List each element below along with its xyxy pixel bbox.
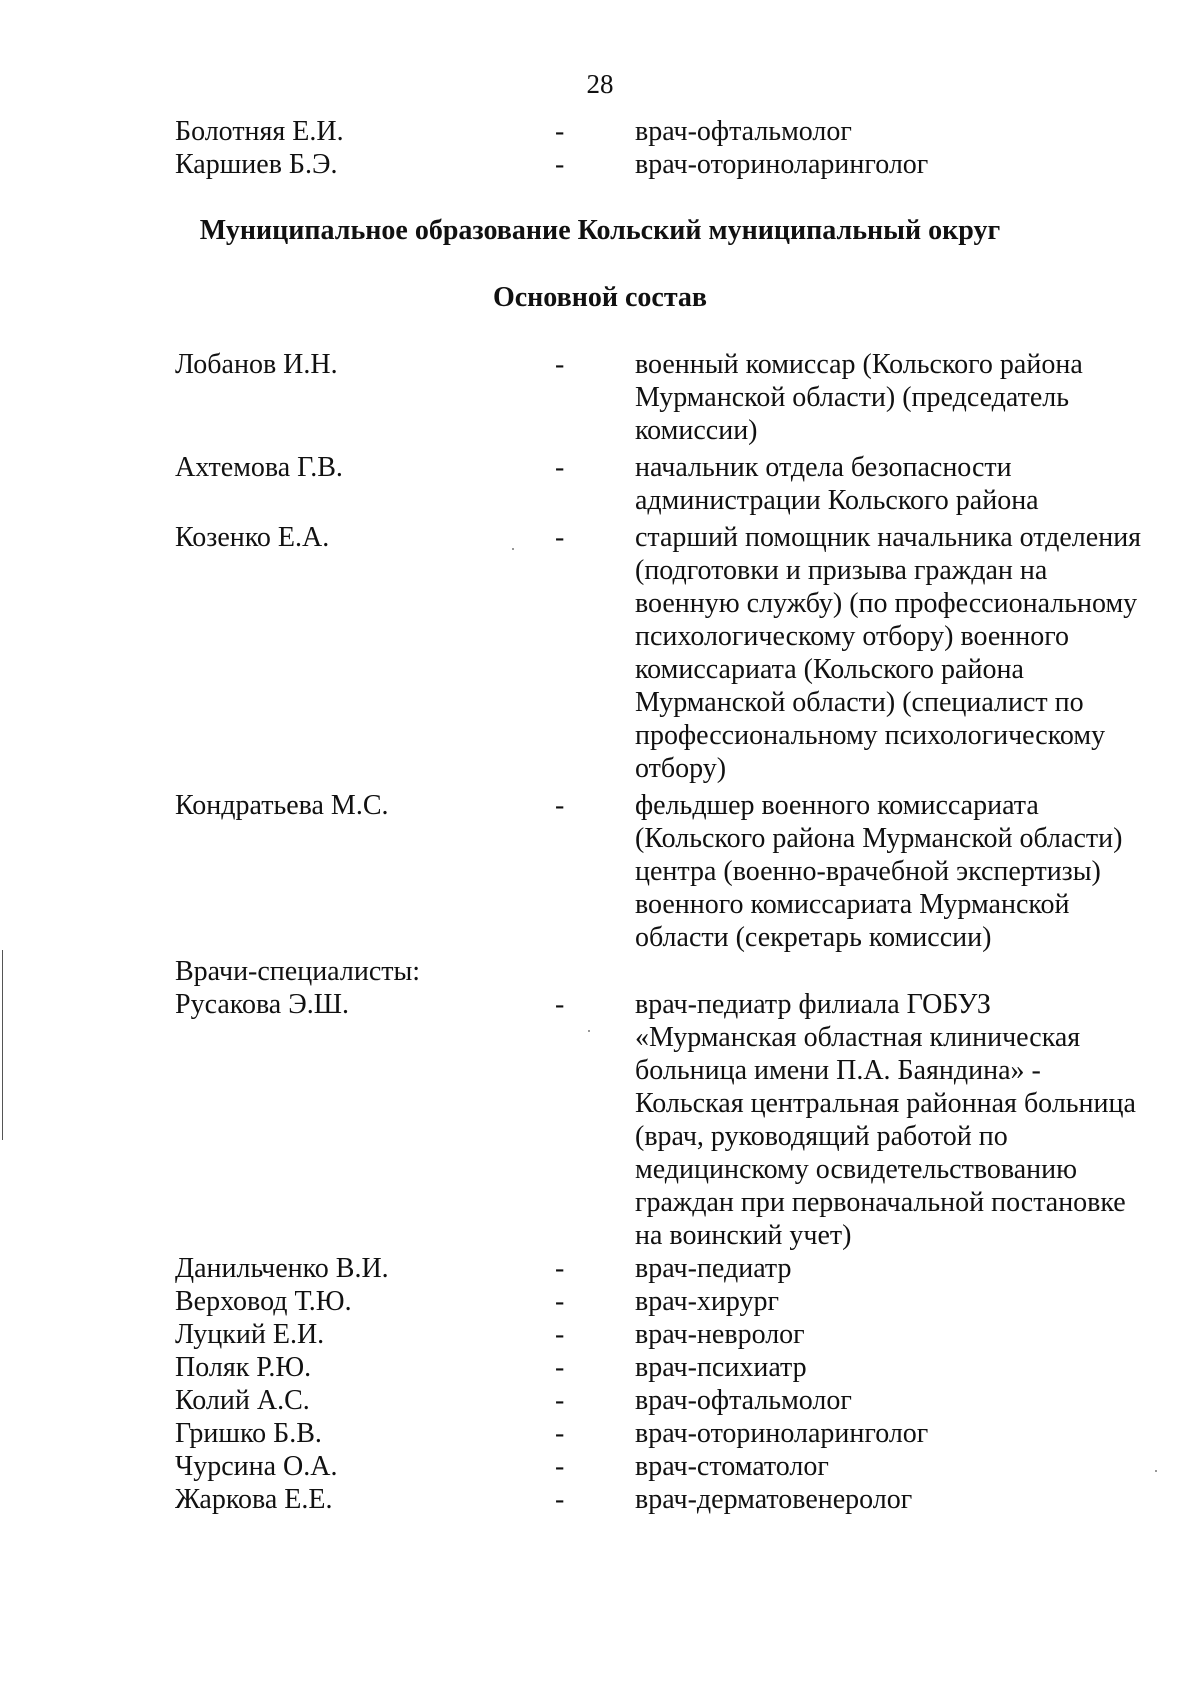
page-number: 28 xyxy=(586,69,614,99)
scan-speck xyxy=(512,548,514,550)
member-name: Поляк Р.Ю. xyxy=(175,1352,312,1383)
member-name: Жаркова Е.Е. xyxy=(175,1484,333,1515)
dash-separator: - xyxy=(555,1451,565,1482)
member-row xyxy=(175,1384,1155,1417)
member-role: врач-невролог xyxy=(635,1319,805,1350)
member-row xyxy=(175,1285,1155,1318)
member-role: фельдшер военного комиссариата (Кольского района Мурманской области) центра (военно-врачебной экспертизы) военного комиссариата Мурманской области (секретарь комиссии) xyxy=(635,790,1123,953)
member-name: Болотняя Е.И. xyxy=(175,116,344,147)
scan-speck xyxy=(1155,1470,1157,1472)
dash-separator: - xyxy=(555,1352,565,1383)
scan-speck xyxy=(588,1030,590,1032)
member-role: старший помощник начальника отделения (подготовки и призыва граждан на военную службу) (по профессиональному психологическому отбору) военного комиссариата (Кольского района Мурманской области) (специалист по профессиональному психологическому отбору) xyxy=(635,522,1142,784)
dash-separator: - xyxy=(555,149,565,180)
dash-separator: - xyxy=(555,522,565,553)
member-name: Чурсина О.А. xyxy=(175,1451,338,1482)
member-row xyxy=(175,1351,1155,1384)
dash-separator: - xyxy=(555,1319,565,1350)
dash-separator: - xyxy=(555,1286,565,1317)
dash-separator: - xyxy=(555,349,565,380)
member-row xyxy=(175,789,1155,954)
dash-separator: - xyxy=(555,1253,565,1284)
member-role: врач-дерматовенеролог xyxy=(635,1484,913,1515)
member-row xyxy=(175,1450,1155,1483)
member-row xyxy=(175,115,1155,148)
member-row xyxy=(175,148,1155,181)
dash-separator: - xyxy=(555,1484,565,1515)
member-name: Лобанов И.Н. xyxy=(175,349,338,380)
member-row xyxy=(175,1483,1155,1516)
member-name: Каршиев Б.Э. xyxy=(175,149,338,180)
member-role: врач-оториноларинголог xyxy=(635,149,929,180)
member-row xyxy=(175,451,1155,517)
specialist-member-list xyxy=(175,988,1155,1516)
member-name: Козенко Е.А. xyxy=(175,522,330,553)
specialists-label: Врачи-специалисты: xyxy=(175,956,421,987)
member-role: врач-офтальмолог xyxy=(635,116,852,147)
member-role: начальник отдела безопасности администрации Кольского района xyxy=(635,452,1039,516)
dash-separator: - xyxy=(555,452,565,483)
dash-separator: - xyxy=(555,1418,565,1449)
section-title: Муниципальное образование Кольский муниципальный округ xyxy=(199,215,1001,246)
member-role: врач-педиатр филиала ГОБУЗ «Мурманская областная клиническая больница имени П.А. Баяндина» - Кольская центральная районная больница (врач, руководящий работой по медицинскому освидетельствованию граждан при первоначальной постановке на воинский учет) xyxy=(635,989,1136,1251)
main-member-list xyxy=(175,348,1155,954)
member-name: Верховод Т.Ю. xyxy=(175,1286,352,1317)
member-row xyxy=(175,1318,1155,1351)
member-name: Луцкий Е.И. xyxy=(175,1319,325,1350)
member-name: Гришко Б.В. xyxy=(175,1418,322,1449)
member-name: Колий А.С. xyxy=(175,1385,310,1416)
member-name: Данильченко В.И. xyxy=(175,1253,389,1284)
top-member-list xyxy=(175,115,1155,181)
member-role: военный комиссар (Кольского района Мурманской области) (председатель комиссии) xyxy=(635,349,1083,446)
section-subtitle: Основной состав xyxy=(492,282,708,313)
member-name: Русакова Э.Ш. xyxy=(175,989,349,1020)
member-role: врач-хирург xyxy=(635,1286,780,1317)
member-name: Ахтемова Г.В. xyxy=(175,452,343,483)
member-row xyxy=(175,348,1155,447)
member-role: врач-офтальмолог xyxy=(635,1385,852,1416)
member-row xyxy=(175,1417,1155,1450)
scan-margin-line xyxy=(2,950,3,1140)
dash-separator: - xyxy=(555,989,565,1020)
member-name: Кондратьева М.С. xyxy=(175,790,389,821)
dash-separator: - xyxy=(555,790,565,821)
member-role: врач-стоматолог xyxy=(635,1451,829,1482)
member-role: врач-психиатр xyxy=(635,1352,807,1383)
member-row xyxy=(175,1252,1155,1285)
member-row xyxy=(175,988,1155,1252)
dash-separator: - xyxy=(555,1385,565,1416)
dash-separator: - xyxy=(555,116,565,147)
member-role: врач-оториноларинголог xyxy=(635,1418,929,1449)
member-role: врач-педиатр xyxy=(635,1253,792,1284)
member-row xyxy=(175,521,1155,785)
